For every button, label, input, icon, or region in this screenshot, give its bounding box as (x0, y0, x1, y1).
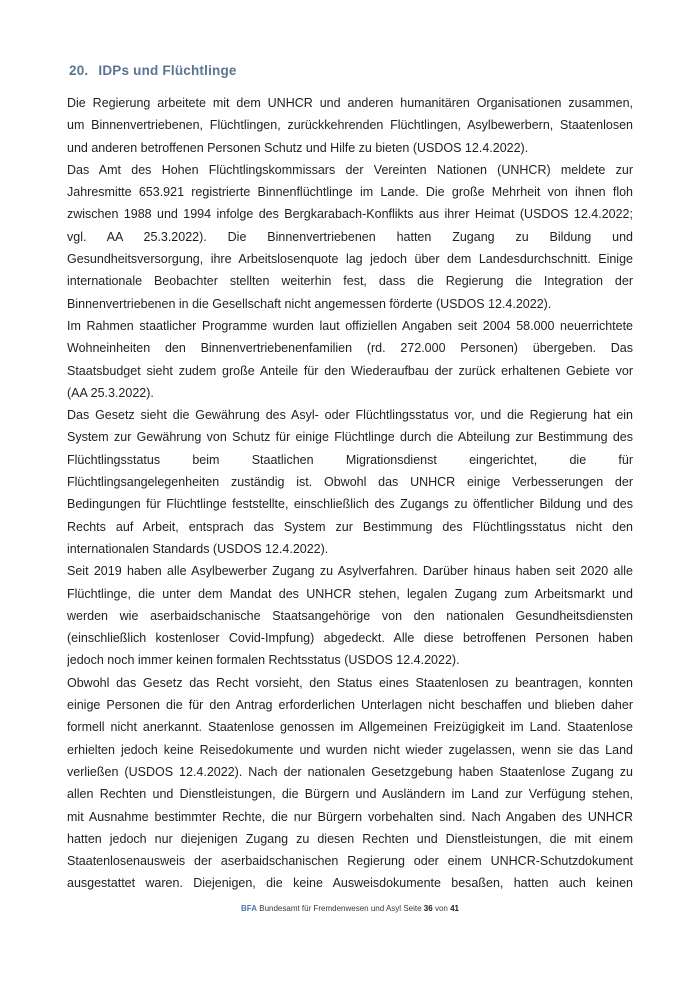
body-text-line: Wohneinheiten den Binnenvertriebenenfamilien (rd. 272.000 Personen) übergeben. Das (67, 341, 633, 356)
body-text-line: einige Personen die für den Antrag erforderlichen Unterlagen nicht beschaffen und blieben daher (67, 698, 633, 713)
body-text-line: mit Ausnahme bestimmter Rechte, die nur Bürgern vorbehalten sind. Nach Angaben des UNHCR (67, 809, 633, 824)
body-text-line: System zur Gewährung von Schutz für einige Flüchtlinge durch die Abteilung zur Bestimmung des (67, 430, 633, 445)
body-text-line: internationalen Standards (USDOS 12.4.2022). (67, 541, 329, 556)
body-text-line: werden wie aserbaidschanische Staatsangehörige von den nationalen Gesundheitsdiensten (67, 608, 633, 623)
body-text-line: verließen (USDOS 12.4.2022). Nach der nationalen Gesetzgebung haben Staatenlose Zugang zu (67, 764, 633, 779)
body-text-line: Die Regierung arbeitete mit dem UNHCR und anderen humanitären Organisationen zusammen, (67, 96, 633, 110)
paragraph (67, 159, 633, 315)
body-text-line: vgl. AA 25.3.2022). Die Binnenvertriebenen hatten Zugang zu Bildung und (67, 229, 633, 244)
body-text-line: Binnenvertriebenen in die Gesellschaft nicht angemessen förderte (USDOS 12.4.2022). (67, 296, 552, 311)
body-text-line: Bedingungen für Flüchtlinge feststellte, einschließlich des Zugangs zu öffentlicher Bildung und des (67, 497, 633, 512)
body-text-line: Obwohl das Gesetz das Recht vorsieht, den Status eines Staatenlosen zu beantragen, konnten (67, 675, 633, 690)
body-text-line: Das Gesetz sieht die Gewährung des Asyl- oder Flüchtlingsstatus vor, und die Regierung hat ein (67, 408, 633, 423)
body-text-line: (AA 25.3.2022). (67, 385, 154, 400)
paragraph (67, 315, 633, 404)
paragraph (67, 92, 633, 159)
body-text-line: Flüchtlinge, die unter dem Mandat des UNHCR stehen, legalen Zugang zum Arbeitsmarkt und (67, 586, 633, 601)
body-text-line: Staatsbudget sieht zudem große Anteile für den Wiederaufbau der zurück erhaltenen Gebiete vor (67, 363, 633, 378)
footer-page-total: 41 (450, 904, 459, 913)
body-text-line: Flüchtlingsstatus beim Staatlichen Migrationsdienst eingerichtet, die für (67, 452, 633, 467)
body-text-line: hatten jedoch nur diejenigen Zugang zu diesen Rechten und Dienstleistungen, die mit einem (67, 831, 633, 846)
footer-org: Bundesamt für Fremdenwesen und Asyl (259, 904, 402, 913)
footer-page-separator: von (434, 904, 448, 913)
page-footer (0, 904, 700, 914)
body-text-line: Flüchtlingsangelegenheiten zuständig ist. Obwohl das UNHCR einige Verbesserungen der (67, 475, 633, 490)
section-number: 20. (69, 63, 89, 78)
body-text-line: ausgestattet waren. Diejenigen, die keine Ausweisdokumente besaßen, hatten auch keinen (67, 876, 633, 891)
footer-page-current: 36 (423, 904, 433, 913)
body-text-line: Das Amt des Hohen Flüchtlingskommissars der Vereinten Nationen (UNHCR) meldete zur (67, 162, 633, 177)
footer-page-label: Seite (403, 904, 422, 913)
section-heading (69, 63, 237, 78)
body-text-line: erhielten jedoch keine Reisedokumente und wurden nicht wieder zugelassen, wenn sie das Land (67, 742, 633, 757)
paragraph (67, 672, 633, 895)
body-text-line: Staatenlosenausweis der aserbaidschanischen Regierung oder einem UNHCR-Schutzdokument (67, 854, 633, 869)
body-text-line: und anderen betroffenen Personen Schutz und Hilfe zu bieten (USDOS 12.4.2022). (67, 140, 529, 155)
body-text-line: jedoch noch immer keinen formalen Rechtsstatus (USDOS 12.4.2022). (67, 653, 460, 668)
body-text-line: internationale Beobachter stellten weiterhin fest, dass die Regierung die Integration der (67, 274, 633, 289)
body-text-line: Rechts auf Arbeit, entsprach das System zur Bestimmung des Flüchtlingsstatus nicht den (67, 519, 633, 534)
body-text-line: Im Rahmen staatlicher Programme wurden laut offiziellen Angaben seit 2004 58.000 neuerrichtete (67, 318, 633, 333)
body-text-line: Seit 2019 haben alle Asylbewerber Zugang zu Asylverfahren. Darüber hinaus haben seit 2020 alle (67, 564, 633, 579)
body-text-line: (einschließlich kostenloser Covid-Impfung) abgedeckt. Alle diese betroffenen Personen haben (67, 631, 633, 646)
paragraph (67, 404, 633, 560)
bfa-logo: BFA (241, 904, 257, 913)
body-text-line: Jahresmitte 653.921 registrierte Binnenflüchtlinge im Lande. Die große Mehrheit von ihnen floh (67, 185, 633, 200)
document-body (67, 92, 633, 895)
body-text-line: zwischen 1988 und 1994 infolge des Bergkarabach-Konflikts aus ihrer Heimat (USDOS 12.4.2022; (67, 207, 633, 222)
body-text-line: Gesundheitsversorgung, ihre Arbeitslosenquote lag jedoch über dem Landesdurchschnitt. Einige (67, 252, 633, 267)
body-text-line: allen Rechten und Dienstleistungen, die Bürgern und Ausländern im Land zur Verfügung stehen, (67, 787, 633, 802)
section-title: IDPs und Flüchtlinge (98, 63, 237, 78)
body-text-line: formell nicht anerkannt. Staatenlose genossen im Allgemeinen Freizügigkeit im Land. Staatenlose (67, 720, 633, 735)
body-text-line: um Binnenvertriebenen, Flüchtlingen, zurückkehrenden Flüchtlingen, Asylbewerbern, Staatenlosen (67, 118, 633, 133)
paragraph (67, 560, 633, 671)
